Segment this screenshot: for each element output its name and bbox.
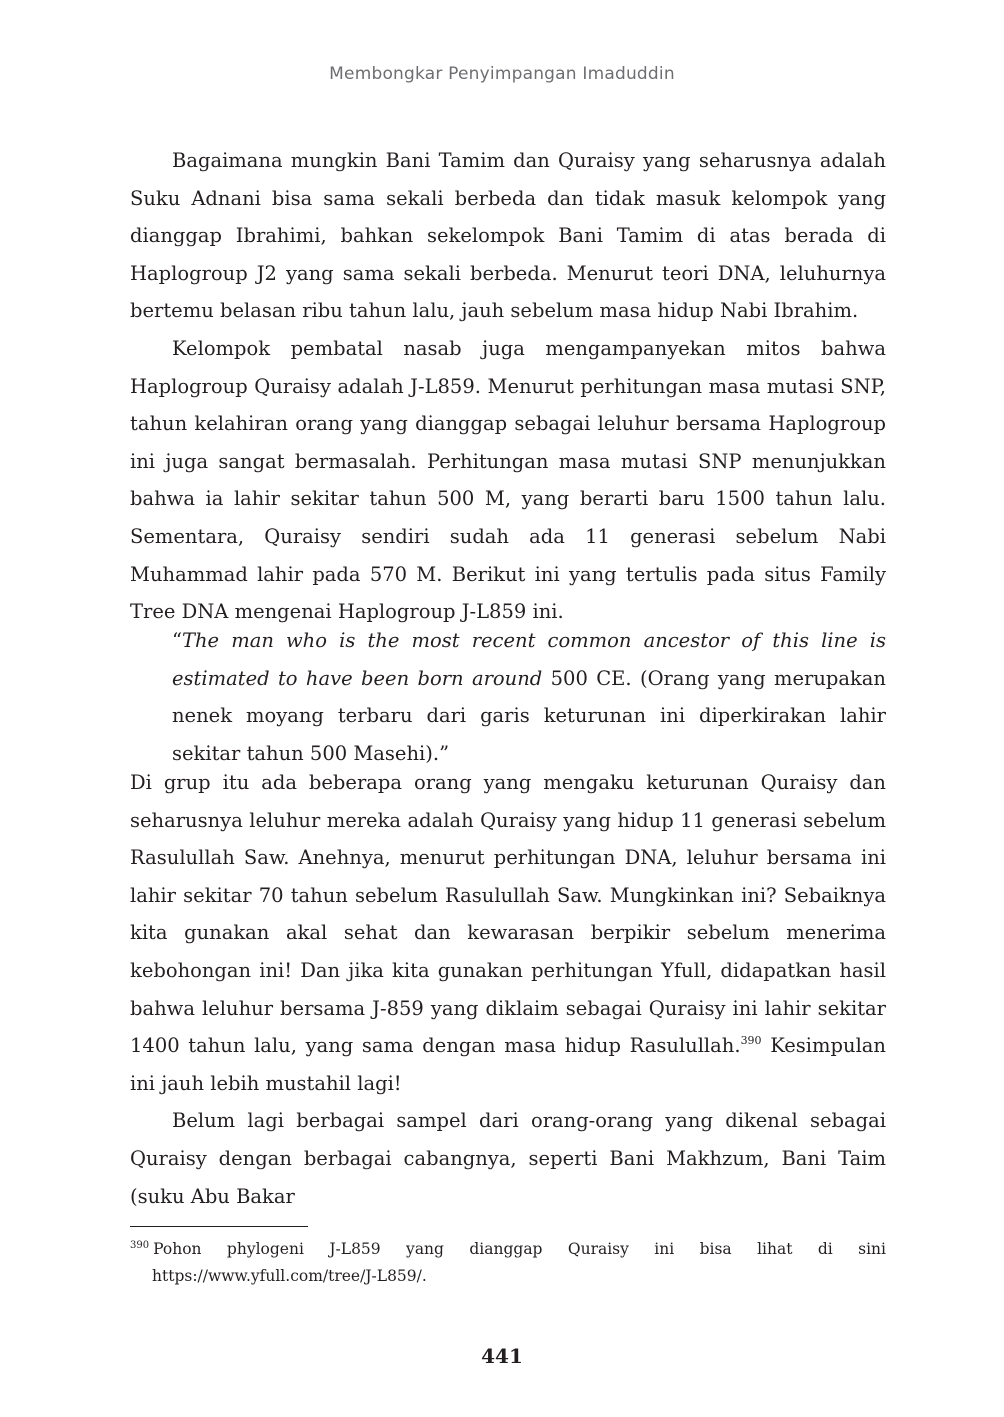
footnote-divider (130, 1226, 308, 1227)
body-text-upper (130, 142, 886, 631)
paragraph-4: Belum lagi berbagai sampel dari orang-orang yang dikenal sebagai Quraisy dengan berbagai cabangnya, seperti Bani Makhzum, Bani Taim (suku Abu Bakar (130, 1109, 886, 1208)
footnote-text: Pohon phylogeni J-L859 yang dianggap Quraisy ini bisa lihat di sini https://www.yfull.com/tree/J-L859/. (152, 1240, 886, 1285)
footnote-number: 390 (130, 1240, 150, 1251)
running-header: Membongkar Penyimpangan Imaduddin (329, 64, 675, 84)
quote-open-mark: “ (172, 629, 182, 652)
paragraph-1: Bagaimana mungkin Bani Tamim dan Quraisy yang seharusnya adalah Suku Adnani bisa sama sekali berbeda dan tidak masuk kelompok yang dianggap Ibrahimi, bahkan sekelompok Bani Tamim di atas berada di Haplogroup J2 yang sama sekali berbeda. Menurut teori DNA, leluhurnya bertemu belasan ribu tahun lalu, jauh sebelum masa hidup Nabi Ibrahim. (130, 149, 886, 323)
paragraph-2: Kelompok pembatal nasab juga mengampanyekan mitos bahwa Haplogroup Quraisy adalah J-L859. Menurut perhitungan masa mutasi SNP, tahun kelahiran orang yang dianggap sebagai leluhur bersama Haplogroup ini juga sangat bermasalah. Perhitungan masa mutasi SNP menunjukkan bahwa ia lahir sekitar tahun 500 M, yang berarti baru 1500 tahun lalu. Sementara, Quraisy sendiri sudah ada 11 generasi sebelum Nabi Muhammad lahir pada 570 M. Berikut ini yang tertulis pada situs Family Tree DNA mengenai Haplogroup J-L859 ini. (130, 336, 886, 624)
block-quote (172, 622, 886, 772)
paragraph-3-text: Di grup itu ada beberapa orang yang mengaku keturunan Quraisy dan seharusnya leluhur mereka adalah Quraisy yang hidup 11 generasi sebelum Rasulullah Saw. Anehnya, menurut perhitungan DNA, leluhur bersama ini lahir sekitar 70 tahun sebelum Rasulullah Saw. Mungkinkan ini? Sebaiknya kita gunakan akal sehat dan kewarasan berpikir sebelum menerima kebohongan ini! Dan jika kita gunakan perhitungan Yfull, didapatkan hasil bahwa leluhur bersama J-859 yang diklaim sebagai Quraisy ini lahir sekitar 1400 tahun lalu, yang sama dengan masa hidup Rasulullah. (130, 771, 886, 1058)
paragraph-3-text-end: Kesimpulan ini jauh lebih mustahil lagi! (130, 1034, 886, 1095)
footnote-reference: 390 (740, 1034, 762, 1048)
footnote (130, 1236, 886, 1290)
page-number: 441 (481, 1344, 523, 1368)
quote-english: The man who is the most recent common ancestor of this line is estimated to have been born around (172, 629, 886, 690)
paragraph-3 (130, 764, 886, 1102)
body-text-lower (130, 764, 886, 1215)
quote-translation: 500 CE. (Orang yang merupakan nenek moyang terbaru dari garis keturunan ini diperkirakan lahir sekitar tahun 500 Masehi).” (172, 666, 886, 765)
